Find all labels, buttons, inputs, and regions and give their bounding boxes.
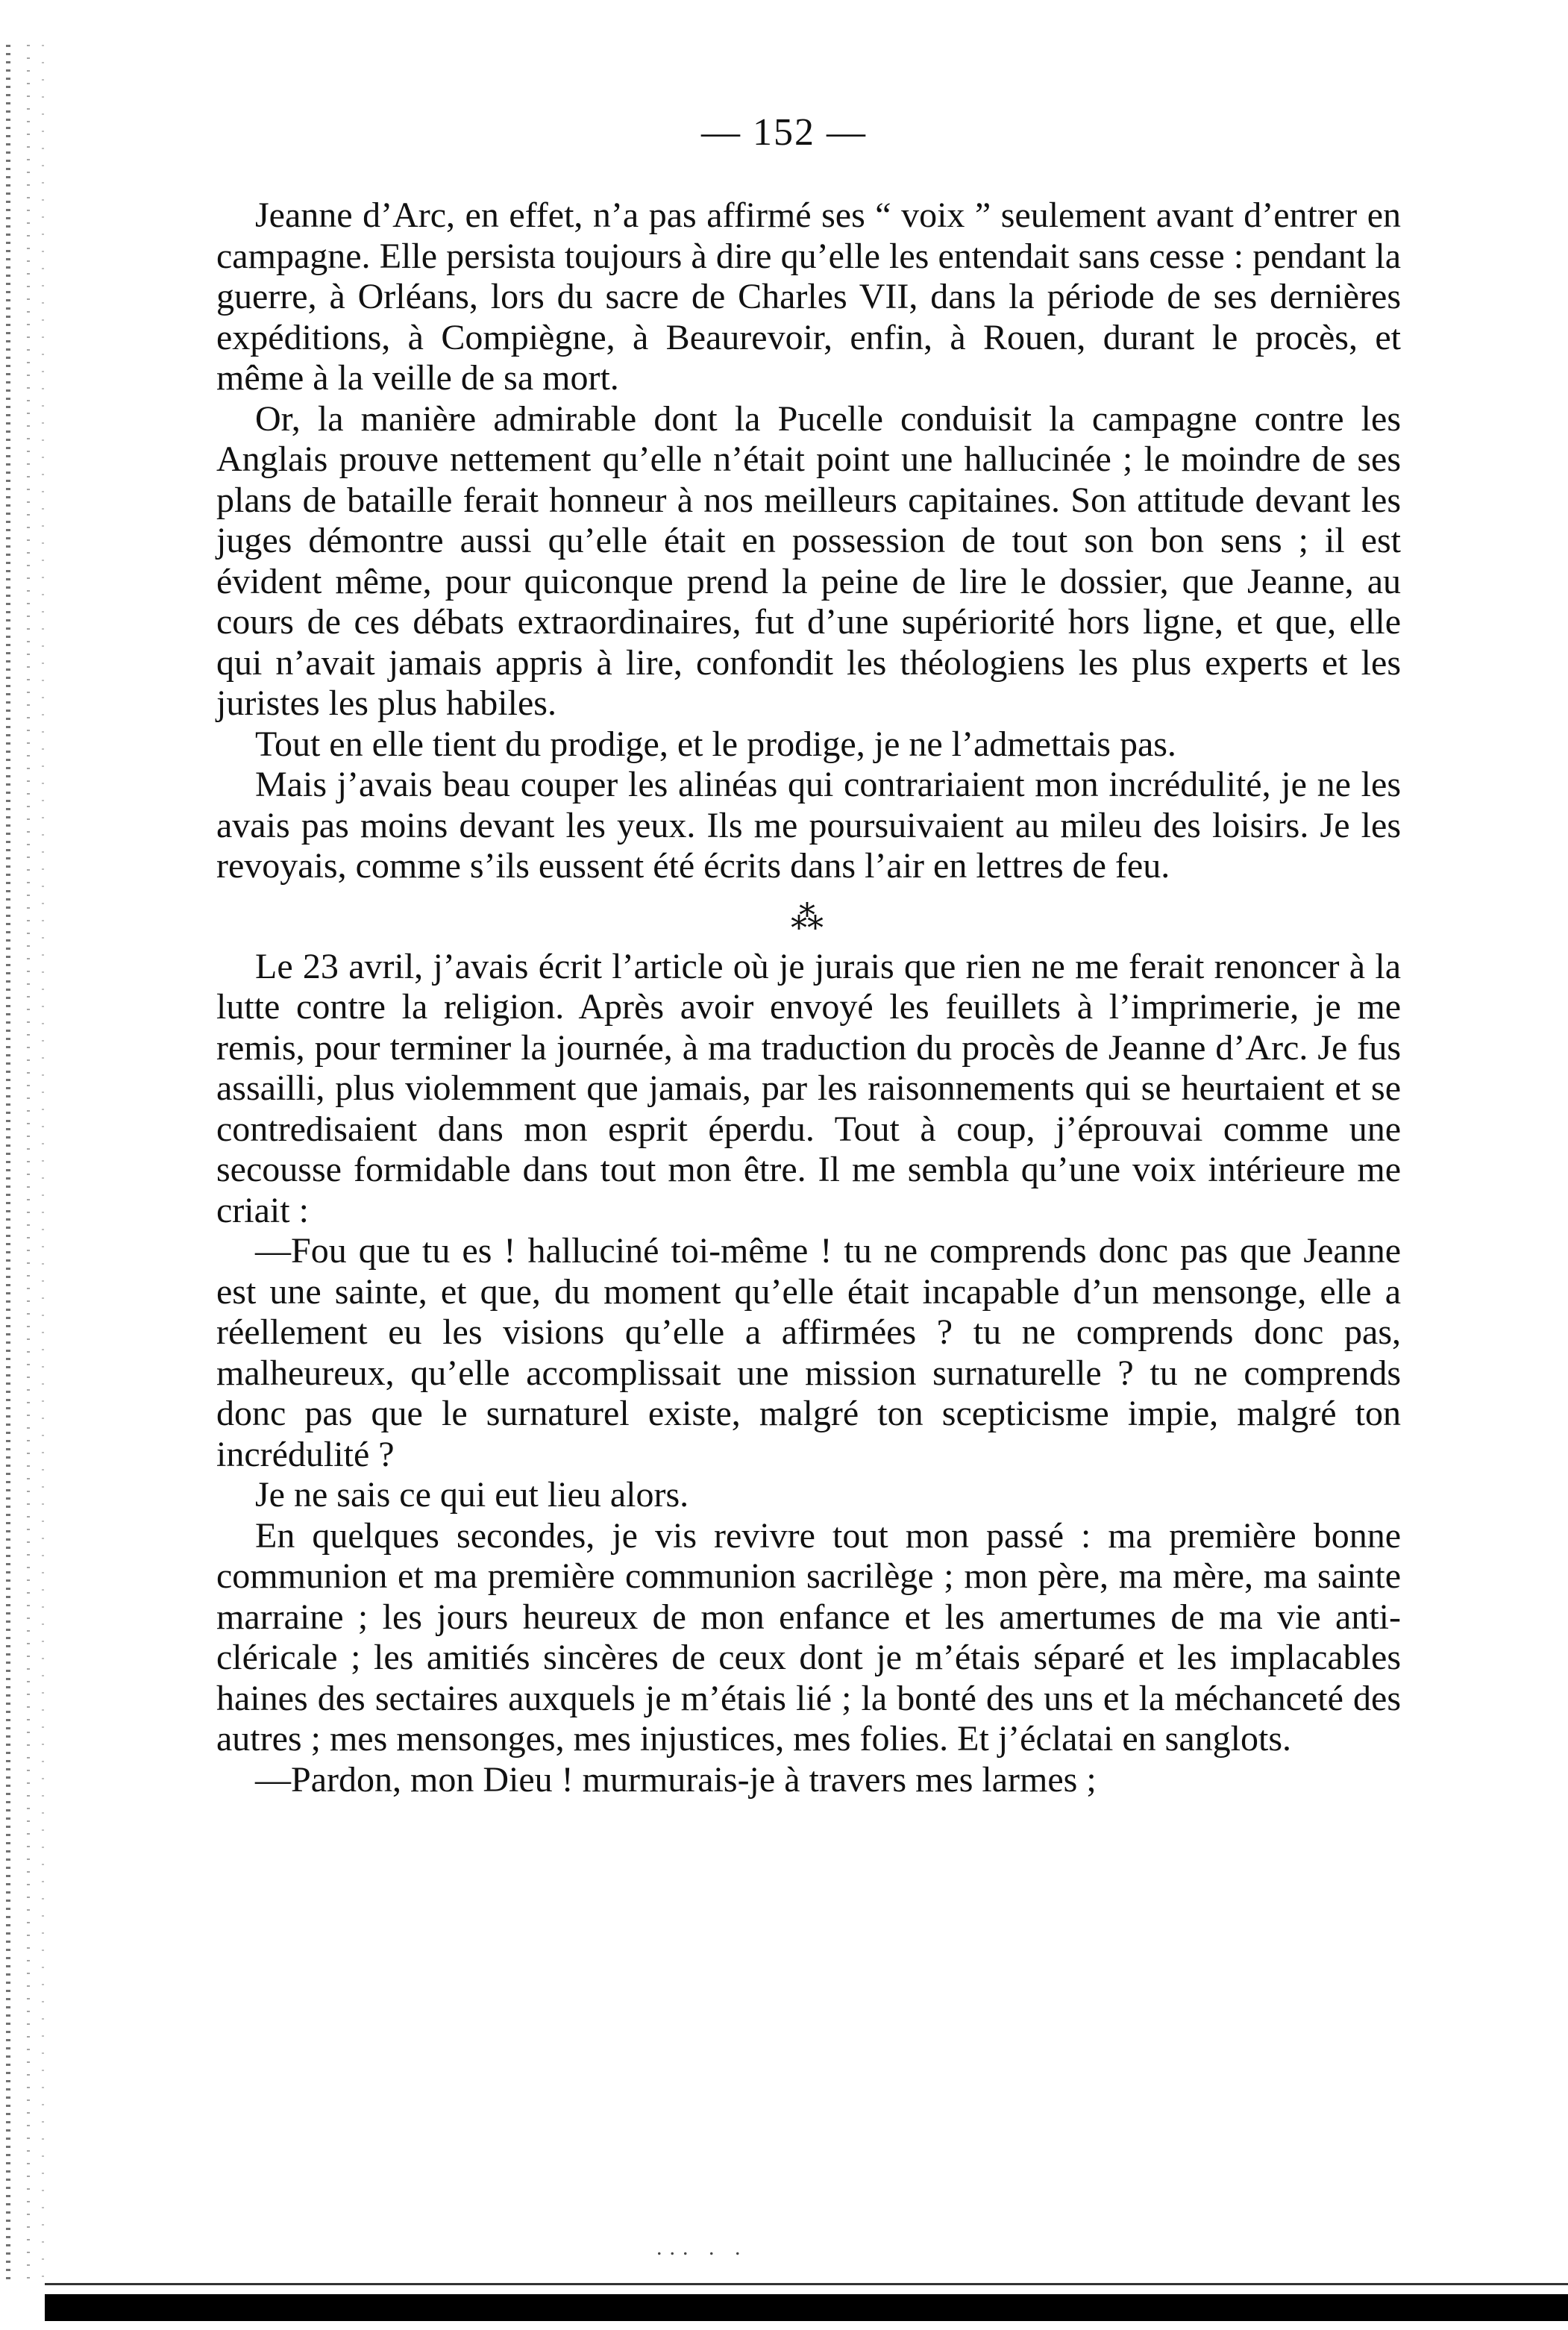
paragraph: —Pardon, mon Dieu ! murmurais-je à travers mes larmes ;	[255, 1759, 1097, 1800]
bottom-rule	[45, 2294, 1568, 2321]
footer-mark: ... . .	[656, 2235, 748, 2260]
bottom-rule-thin	[45, 2283, 1568, 2285]
paragraph: Tout en elle tient du prodige, et le prodige, je ne l’admettais pas.	[255, 724, 1176, 764]
section-asterism: ⁂	[791, 899, 827, 936]
paragraph: Or, la manière admirable dont la Pucelle conduisit la campagne contre les Anglais prouve nettement qu’elle n’était point une hallucinée ; le moindre de ses plans de bataille ferait honneur à nos meilleurs capitaines. Son attitude devant les juges démontre aussi qu’elle était en possession de tout son bon sens ; il est évident même, pour quiconque prend la peine de lire le dossier, que Jeanne, au cours de ces débats extraordinaires, fut d’une supériorité hors ligne, et que, elle qui n’avait jamais appris à lire, confondit les théologiens les plus experts et les juristes les plus habiles.	[216, 398, 1401, 723]
body-text	[216, 195, 1401, 1800]
paragraph: Jeanne d’Arc, en effet, n’a pas affirmé ses “ voix ” seulement avant d’entrer en campagne. Elle persista toujours à dire qu’elle les entendait sans cesse : pendant la guerre, à Orléans, lors du sacre de Charles VII, dans la période de ses dernières expéditions, à Compiègne, à Beaurevoir, enfin, à Rouen, durant le procès, et même à la veille de sa mort.	[216, 195, 1401, 398]
paragraph: Je ne sais ce qui eut lieu alors.	[255, 1475, 689, 1515]
paragraph: En quelques secondes, je vis revivre tout mon passé : ma première bonne communion et ma première communion sacrilège ; mon père, ma mère, ma sainte marraine ; les jours heureux de mon enfance et les amertumes de ma vie anti-cléricale ; les amitiés sincères de ceux dont je m’étais séparé et les implacables haines des sectaires auxquels je m’étais lié ; la bonté des uns et la méchanceté des autres ; mes mensonges, mes injustices, mes folies. Et j’éclatai en sanglots.	[216, 1515, 1401, 1759]
paragraph: —Fou que tu es ! halluciné toi-même ! tu ne comprends donc pas que Jeanne est une sainte, et que, du moment qu’elle était incapable d’un mensonge, elle a réellement eu les visions qu’elle a affirmées ? tu ne comprends donc pas, malheureux, qu’elle accomplissait une mission surnaturelle ? tu ne comprends donc pas que le surnaturel existe, malgré ton scepticisme impie, malgré ton incrédulité ?	[216, 1231, 1401, 1474]
paragraph: Mais j’avais beau couper les alinéas qui contrariaient mon incrédulité, je ne les avais pas moins devant les yeux. Ils me poursuivaient au mileu des loisirs. Je les revoyais, comme s’ils eussent été écrits dans l’air en lettres de feu.	[216, 765, 1401, 886]
binding-edge-artifact	[6, 45, 51, 2283]
paragraph: Le 23 avril, j’avais écrit l’article où je jurais que rien ne me ferait renoncer à la lutte contre la religion. Après avoir envoyé les feuillets à l’imprimerie, je me remis, pour terminer la journée, à ma traduction du procès de Jeanne d’Arc. Je fus assailli, plus violemment que jamais, par les raisonnements qui se heurtaient et se contredisaient dans mon esprit éperdu. Tout à coup, j’éprouvai comme une secousse formidable dans tout mon être. Il me sembla qu’une voix intérieure me criait :	[216, 946, 1401, 1230]
page-number: — 152 —	[701, 111, 867, 154]
